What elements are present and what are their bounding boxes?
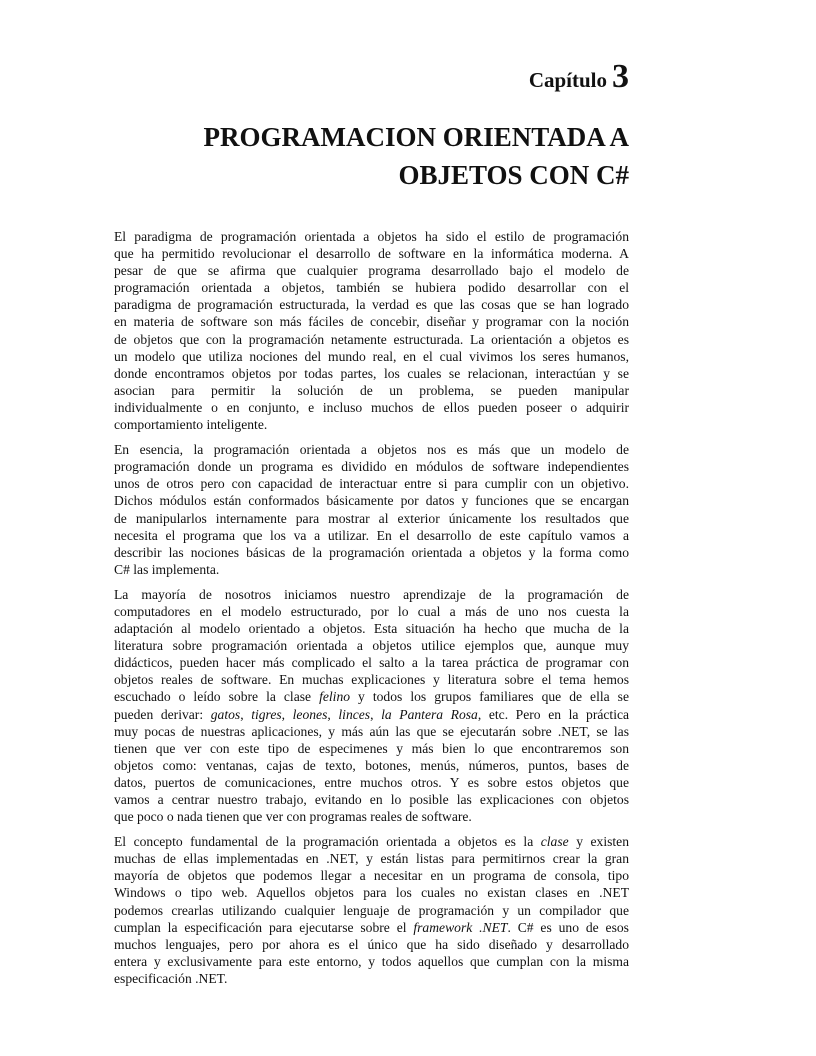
text-line <box>114 740 629 757</box>
italic-term: clase <box>540 834 569 850</box>
text-line <box>114 850 629 867</box>
text-run: El concepto fundamental de la programación orientada a objetos es la <box>114 834 541 850</box>
text-run: muchas de ellas implementadas en .NET, y están listas para permitirnos crear la gran <box>114 851 629 867</box>
paragraph-4 <box>114 833 629 987</box>
text-line <box>114 561 629 578</box>
text-run: literatura sobre programación orientada a objetos utilice ejemplos que, aunque muy <box>114 638 629 654</box>
text-run: donde encontramos objetos por todas partes, los cuales se relacionan, interactúan y se <box>114 365 629 381</box>
text-run: de objetos que con la programación netamente estructurada. La orientación a objetos es <box>114 331 629 347</box>
text-run: . C# es uno de esos <box>507 919 629 935</box>
text-run: podemos crearlas utilizando cualquier lenguaje de programación y un compilador que <box>114 902 629 918</box>
chapter-title <box>149 118 629 194</box>
text-run: Dichos módulos están conformados básicamente por datos y funciones que se encargan <box>114 493 629 509</box>
text-line <box>114 953 629 970</box>
italic-term: leones <box>292 706 328 722</box>
text-run: escuchado o leído sobre la clase <box>114 689 320 705</box>
italic-term: gatos <box>210 706 241 722</box>
text-line <box>114 228 629 245</box>
text-run: necesita el programa que los va a utilizar. En el desarrollo de este capítulo vamos a <box>114 527 629 543</box>
text-line <box>114 671 629 688</box>
italic-term: linces <box>338 706 371 722</box>
text-line <box>114 458 629 475</box>
text-run: paradigma de programación estructurada, la verdad es que las cosas que se han logrado <box>114 297 629 313</box>
text-line <box>114 774 629 791</box>
text-line <box>114 331 629 348</box>
text-line <box>114 791 629 808</box>
italic-term: la Pantera Rosa <box>381 706 478 722</box>
text-run: y todos los grupos familiares que de ella se <box>350 689 629 705</box>
text-line <box>114 757 629 774</box>
text-line <box>114 527 629 544</box>
text-line <box>114 884 629 901</box>
text-line <box>114 262 629 279</box>
text-line <box>114 723 629 740</box>
text-line <box>114 279 629 296</box>
text-line <box>114 637 629 654</box>
text-run: adaptación al modelo orientado a objetos. Esta situación ha hecho que mucha de la <box>114 621 629 637</box>
italic-term: framework .NET <box>413 919 508 935</box>
text-line <box>114 492 629 509</box>
text-line <box>114 510 629 527</box>
text-line <box>114 441 629 458</box>
text-line <box>114 296 629 313</box>
text-line <box>114 688 629 705</box>
text-run: programación orientada a objetos, también se hubiera podido desarrollar con el <box>114 280 629 296</box>
text-run: C# las implementa. <box>114 561 220 577</box>
text-run: , <box>281 706 293 722</box>
text-run: , etc. Pero en la práctica <box>477 706 630 722</box>
text-line <box>114 867 629 884</box>
text-line <box>114 620 629 637</box>
paragraph-3 <box>114 586 629 825</box>
text-line <box>114 382 629 399</box>
text-run: de manipularlos internamente para mostrar al exterior únicamente los resultados que <box>114 510 629 526</box>
text-run: individualmente o en conjunto, e incluso muchos de ellos pueden poseer o adquirir <box>114 399 629 415</box>
text-run: tienen que ver con este tipo de especimenes y más bien lo que encontraremos son <box>114 740 629 756</box>
text-line <box>114 936 629 953</box>
text-run: vamos a centrar nuestro trabajo, evitando en lo posible las explicaciones con objetos <box>114 792 629 807</box>
italic-term: felino <box>319 689 351 705</box>
text-line <box>114 399 629 416</box>
text-line <box>114 808 629 825</box>
text-run: muchos lenguajes, pero por ahora es el único que ha sido diseñado y desarrollado <box>114 936 629 952</box>
text-run: objetos reales de software. En muchas explicaciones y literatura sobre el tema hemos <box>114 672 629 688</box>
text-run: comportamiento inteligente. <box>114 417 268 433</box>
text-run: que ha permitido revolucionar el desarrollo de software en la informática moderna. A <box>114 246 629 262</box>
text-line <box>114 475 629 492</box>
chapter-heading <box>529 58 629 96</box>
text-run: describir las nociones básicas de la programación orientada a objetos y la forma como <box>114 544 629 560</box>
text-run: que poco o nada tienen que ver con programas reales de software. <box>114 809 472 825</box>
text-run: asocian para permitir la solución de un problema, se pueden manipular <box>114 382 629 398</box>
text-run: pesar de que se afirma que cualquier programa desarrollado bajo el modelo de <box>114 263 629 279</box>
text-line <box>114 348 629 365</box>
text-run: un modelo que utiliza nociones del mundo real, en el cual vivimos los seres humanos, <box>114 348 629 364</box>
text-run: , <box>240 706 252 722</box>
text-line <box>114 544 629 561</box>
body-text <box>114 228 629 995</box>
text-run: en materia de software son más fáciles de concebir, diseñar y programar con la noción <box>114 314 629 330</box>
text-line <box>114 902 629 919</box>
chapter-label: Capítulo <box>528 68 607 92</box>
text-line <box>114 365 629 382</box>
text-run: cumplan la especificación para ejecutarse sobre el <box>114 919 414 935</box>
chapter-title-line-2: OBJETOS CON C# <box>398 160 629 190</box>
text-run: unos de otros pero con capacidad de interactuar entre si para cumplir con un objetivo. <box>114 476 629 492</box>
text-line <box>114 603 629 620</box>
text-run: La mayoría de nosotros iniciamos nuestro aprendizaje de la programación de <box>114 586 629 602</box>
text-line <box>114 313 629 330</box>
text-line <box>114 919 629 936</box>
italic-term: tigres <box>251 706 282 722</box>
text-line <box>114 970 629 987</box>
text-line <box>114 654 629 671</box>
text-run: computadores en el modelo estructurado, por lo cual a más de uno nos cuesta la <box>114 603 629 619</box>
text-run: , <box>370 706 382 722</box>
text-run: especificación .NET. <box>114 970 228 986</box>
chapter-number: 3 <box>612 58 629 95</box>
text-line <box>114 586 629 603</box>
text-run: El paradigma de programación orientada a objetos ha sido el estilo de programación <box>114 229 629 244</box>
text-run: En esencia, la programación orientada a objetos nos es más que un modelo de <box>114 442 629 458</box>
text-run: datos, puertos de comunicaciones, entre muchos otros. Y es sobre estos objetos que <box>114 774 629 790</box>
text-run: didácticos, pueden hacer más complicado el salto a la tarea práctica de programar con <box>114 655 629 671</box>
text-run: , <box>327 706 339 722</box>
paragraph-2 <box>114 441 629 578</box>
text-line <box>114 416 629 433</box>
text-run: Windows o tipo web. Aquellos objetos para los cuales no existan clases en .NET <box>114 885 629 901</box>
text-run: muy pocas de nuestras aplicaciones, y más aún las que se ejecutarán sobre .NET, se las <box>114 723 629 739</box>
text-run: programación donde un programa es dividido en módulos de software independientes <box>114 459 629 475</box>
text-run: pueden derivar: <box>114 706 211 722</box>
chapter-title-line-1: PROGRAMACION ORIENTADA A <box>203 122 629 152</box>
text-run: entera y exclusivamente para este entorno, y todos aquellos que cumplan con la misma <box>114 953 629 969</box>
text-line <box>114 245 629 262</box>
text-line <box>114 833 629 850</box>
paragraph-1 <box>114 228 629 433</box>
text-run: objetos como: ventanas, cajas de texto, botones, menús, números, puntos, bases de <box>114 757 629 773</box>
text-run: y existen <box>568 834 629 850</box>
text-run: mayoría de objetos que podemos llegar a necesitar en un programa de consola, tipo <box>114 868 629 884</box>
text-line <box>114 706 629 723</box>
